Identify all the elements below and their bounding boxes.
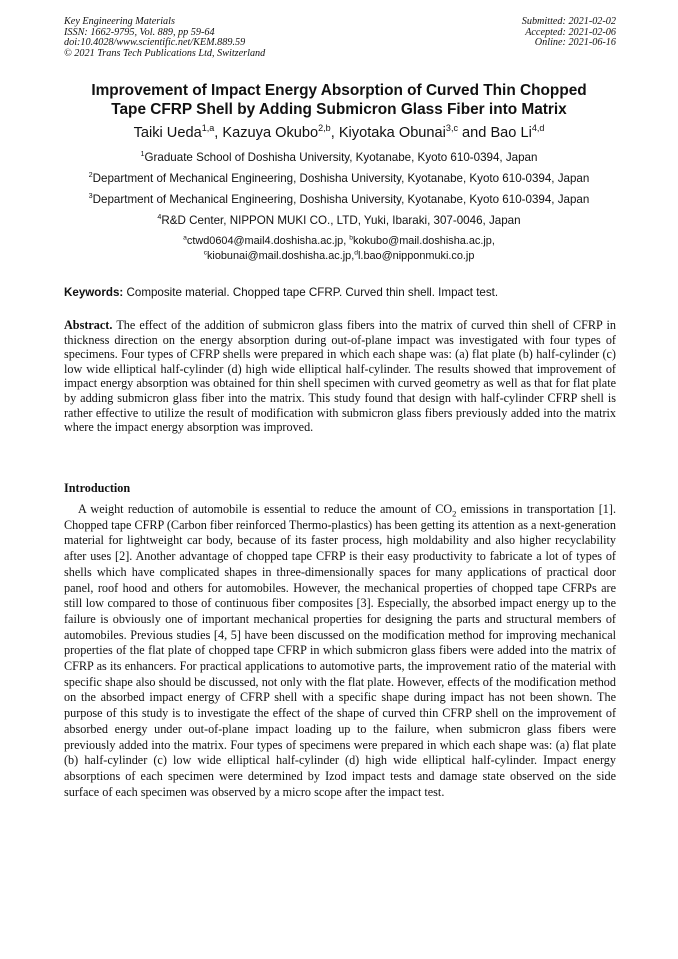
- author-separator: and: [457, 125, 491, 141]
- author-name: Kazuya Okubo: [222, 125, 319, 141]
- affiliation-item: [40, 213, 638, 234]
- email-marker: b: [349, 234, 354, 242]
- intro-text-rest: emissions in transportation [1]. Chopped tape CFRP (Carbon fiber reinforced Thermo-plastics) has been getting its attention as a next-generation material for lightweight car body, because of its faster process, high moldability and also higher recyclability after uses [2]. Another advantage of chopped tape CFRP is their easy productivity to fabricate a lot of types of shells which have complicated shapes in three-dimensionally spaces for many applications of practical door panel, roof hood and others for automobiles. However, the mechanical properties of chopped tape CFRPs are still low compared to those of continuous fiber composites [3]. Especially, the absorbed impact energy up to the failure is obviously one of important mechanical properties for designing the parts and structural members of automobiles. Previous studies [4, 5] have been discussed on the modification method for improving mechanical properties of the flat plate of chopped tape CFRP in which submicron glass fibers were added into the matrix of CFRP as its enhancers. For practical applications to automotive parts, the improvement ratio of the material with specific shape also should be discussed, not only with the flat plate. However, effects of the modification method on the absorbed impact energy of CFRP shell with a specific shape during impact has not been shown. The purpose of this study is to investigate the effect of the shape of curved thin CFRP shell on the improvement of absorbed energy under out-of-plane impact loading up to the failure, when submicron glass fibers were previously added into the matrix. Four types of specimens were prepared in which each shape was: (a) flat plate (b) half-cylinder (c) low wide elliptical half-cylinder (d) high wide elliptical half-cylinder. Impact energy absorptions of each specimen were determined by Izod impact tests and damage state observed on the side surface of each specimen was observed by a micro scope after the impact test.: [64, 502, 616, 799]
- header-right: [522, 17, 616, 49]
- affiliation-item: [40, 192, 638, 213]
- keywords-text: Composite material. Chopped tape CFRP. Curved thin shell. Impact test.: [123, 286, 499, 299]
- abstract-label: Abstract.: [64, 318, 113, 332]
- email-marker: c: [203, 249, 207, 257]
- email-address[interactable]: kokubo@mail.doshisha.ac.jp,: [353, 235, 495, 247]
- keywords-label: Keywords:: [64, 286, 124, 299]
- email-address[interactable]: l.bao@nipponmuki.co.jp: [358, 250, 475, 262]
- keywords-section: [64, 285, 616, 300]
- affiliation-marker: 3: [88, 191, 93, 201]
- email-line-2: [40, 249, 638, 264]
- abstract-section: [64, 318, 616, 435]
- email-line-1: [40, 234, 638, 249]
- author-affil-marker: 1,a: [201, 123, 215, 134]
- author-affil-marker: 2,b: [318, 123, 331, 134]
- author-name: Taiki Ueda: [133, 125, 202, 141]
- intro-text-start: A weight reduction of automobile is essential to reduce the amount of CO: [78, 502, 453, 516]
- title-line-1: Improvement of Impact Energy Absorption of Curved Thin Chopped: [91, 82, 587, 99]
- author-separator: ,: [330, 125, 339, 141]
- affiliation-marker: 4: [157, 212, 162, 222]
- submitted-date: Submitted: 2021-02-02: [521, 16, 616, 27]
- accepted-date: Accepted: 2021-02-06: [525, 26, 616, 38]
- affiliation-item: [40, 150, 638, 171]
- email-address[interactable]: kiobunai@mail.doshisha.ac.jp,: [206, 250, 355, 262]
- journal-name: Key Engineering Materials: [64, 16, 175, 27]
- header-left: [64, 17, 265, 59]
- affiliation-marker: 2: [88, 170, 93, 180]
- affiliation-text: Graduate School of Doshisha University, Kyotanabe, Kyoto 610-0394, Japan: [144, 151, 538, 164]
- author-affil-marker: 3,c: [445, 123, 458, 134]
- issn-line: ISSN: 1662-9795, Vol. 889, pp 59-64: [64, 26, 215, 38]
- affiliation-marker: 1: [140, 149, 145, 159]
- introduction-paragraph: [64, 502, 616, 800]
- author-separator: ,: [214, 125, 223, 141]
- affiliation-item: [40, 171, 638, 192]
- author-list: [40, 124, 638, 142]
- affiliation-text: Department of Mechanical Engineering, Doshisha University, Kyotanabe, Kyoto 610-0394, Japan: [92, 172, 590, 185]
- author-name: Bao Li: [490, 125, 532, 141]
- online-date: Online: 2021-06-16: [534, 37, 616, 49]
- email-marker: a: [183, 234, 187, 242]
- affiliation-text: Department of Mechanical Engineering, Doshisha University, Kyotanabe, Kyoto 610-0394, Japan: [92, 193, 590, 206]
- email-marker: d: [354, 249, 358, 257]
- email-address[interactable]: ctwd0604@mail4.doshisha.ac.jp,: [186, 235, 350, 247]
- author-affil-marker: 4,d: [531, 123, 545, 134]
- affiliation-list: [40, 150, 638, 234]
- subscript: 2: [452, 508, 457, 519]
- author-name: Kiyotaka Obunai: [338, 125, 446, 141]
- affiliation-text: R&D Center, NIPPON MUKI CO., LTD, Yuki, Ibaraki, 307-0046, Japan: [161, 214, 521, 227]
- title-line-2: Tape CFRP Shell by Adding Submicron Glass Fiber into Matrix: [111, 101, 567, 118]
- email-list: [40, 234, 638, 264]
- doi-line[interactable]: doi:10.4028/www.scientific.net/KEM.889.59: [64, 37, 246, 49]
- abstract-text: The effect of the addition of submicron glass fibers into the matrix of curved thin shell of CFRP in thickness direction on the energy absorption during out-of-plane impact was investigated with four types of specimens. Four types of CFRP shells were prepared in which each shape was: (a) flat plate (b) half-cylinder (c) low wide elliptical half-cylinder (d) high wide elliptical half-cylinder. The results showed that improvement of impact energy absorption was obtained for thin shell specimen with curved geometry as well as that for flat plate by adding submicron glass fiber into the matrix. This study found that design with half-cylinder CFRP shell is rather effective to utilize the result of modification with submicron glass fibers previously added into the matrix where the impact energy absorption was improved.: [64, 318, 616, 435]
- paper-title: [40, 81, 638, 119]
- section-heading: Introduction: [64, 481, 131, 495]
- copyright-line: © 2021 Trans Tech Publications Ltd, Switzerland: [64, 47, 266, 59]
